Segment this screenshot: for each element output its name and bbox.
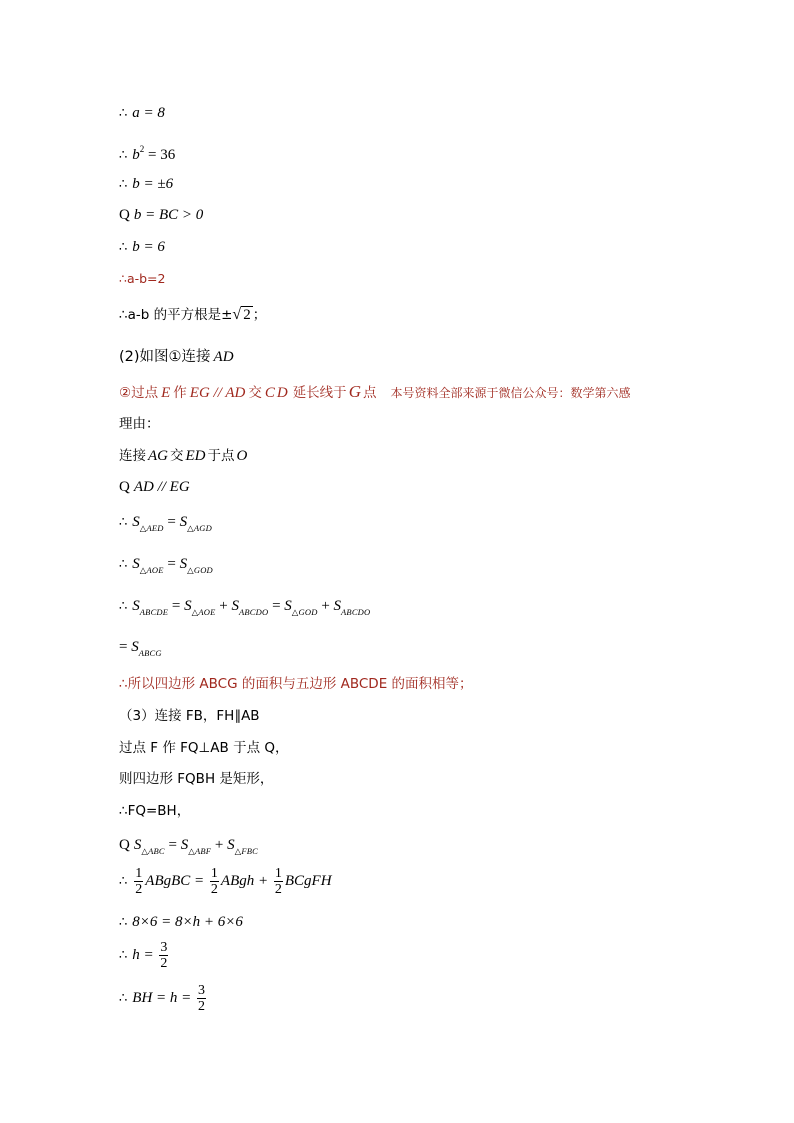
line-reason: 理由： <box>119 416 160 432</box>
point-E: E <box>161 385 171 401</box>
expression: BH = h = <box>132 989 196 1006</box>
area-symbol: S <box>227 837 235 853</box>
point-G: G <box>348 382 361 401</box>
because-symbol: Q <box>119 837 130 853</box>
equation: b = BC > 0 <box>133 207 204 223</box>
plus: + <box>317 598 334 614</box>
line-numeric-equation <box>119 913 243 932</box>
subscript: △AOE <box>139 565 164 575</box>
parallel-EG-AD: EG // AD <box>189 385 246 401</box>
equals: = <box>164 837 181 853</box>
fraction: $\frac{1}{2}$ <box>274 866 282 897</box>
line-h-value <box>119 940 170 971</box>
segment-AG: AG <box>148 448 168 464</box>
point-O: O <box>236 448 248 464</box>
subscript: △AOE <box>191 607 216 617</box>
therefore-symbol: ∴ <box>119 148 128 163</box>
area-symbol: S <box>180 837 189 853</box>
punct: ； <box>252 307 267 323</box>
line-half-products <box>119 866 332 897</box>
subscript: △ABC <box>141 846 165 856</box>
text: 作 <box>173 385 187 401</box>
therefore-symbol: ∴ <box>119 947 128 963</box>
line-rectangle: 则四边形 FQBH 是矩形， <box>119 771 274 787</box>
line-BH-value <box>119 983 208 1014</box>
fraction: $\frac{3}{2}$ <box>198 983 206 1014</box>
because-symbol: Q <box>119 207 130 223</box>
line-construction <box>119 383 630 402</box>
expression: h = <box>132 946 158 963</box>
plus: + <box>211 837 228 853</box>
line-area-ABC <box>119 836 258 860</box>
text: 交 <box>170 448 184 464</box>
line-a-minus-b: ∴a-b=2 <box>119 271 166 286</box>
line-construct-FQ: 过点 F 作 FQ⊥AB 于点 Q， <box>119 740 289 756</box>
equation-rest: = 36 <box>144 147 176 163</box>
area-symbol: S <box>133 837 142 853</box>
subscript: △ABF <box>188 846 212 856</box>
line-area-AOE-GOD <box>119 555 213 579</box>
equation: a = 8 <box>132 105 165 121</box>
therefore-symbol: ∴ <box>119 515 128 530</box>
line-area-sum <box>119 597 370 621</box>
sqrt-2: √ 2 <box>232 306 251 323</box>
text: (2)如图①连接 <box>119 349 211 365</box>
area-symbol: S <box>179 514 188 530</box>
plus: + <box>215 598 232 614</box>
equation: AD // EG <box>133 479 190 495</box>
line-square-root <box>119 306 266 324</box>
fraction: $\frac{1}{2}$ <box>135 866 143 897</box>
area-symbol: S <box>179 556 188 572</box>
area-symbol: S <box>132 514 140 530</box>
watermark-text: 本号资料全部来源于微信公众号：数学第六感 <box>390 386 631 400</box>
area-symbol: S <box>333 598 342 614</box>
equals: = <box>168 598 185 614</box>
therefore-symbol: ∴ <box>119 106 128 121</box>
text: 交 <box>248 385 262 401</box>
line-b-plus-minus-6 <box>119 175 173 194</box>
line-FQ-equals-BH: ∴FQ=BH， <box>119 803 191 819</box>
text: ②过点 <box>119 385 159 401</box>
equation: b = 6 <box>132 239 165 255</box>
line-part-2-heading <box>119 348 234 366</box>
line-area-ABCG <box>119 638 162 662</box>
subscript: ABCDE <box>139 607 169 617</box>
expression: BCgFH <box>284 872 332 889</box>
subscript: ABCG <box>138 648 162 658</box>
equals: = <box>268 598 285 614</box>
segment-CD: CD <box>264 385 290 401</box>
subscript: △AED <box>139 523 164 533</box>
line-b-positive <box>119 206 203 224</box>
equals: = <box>163 556 180 572</box>
line-AD-parallel-EG <box>119 478 190 496</box>
area-symbol: S <box>132 598 140 614</box>
subscript: ABCDO <box>341 607 371 617</box>
because-symbol: Q <box>119 479 130 495</box>
line-a-equals-8 <box>119 104 165 123</box>
text: 连接 <box>119 448 146 464</box>
line-area-AED-AGD <box>119 513 212 537</box>
subscript: ABCDO <box>238 607 269 617</box>
equation: b = ±6 <box>132 176 174 192</box>
line-b-squared <box>119 140 175 165</box>
area-symbol: S <box>131 639 139 655</box>
fraction: $\frac{3}{2}$ <box>160 940 168 971</box>
text: 点 <box>362 385 377 401</box>
therefore-symbol: ∴ <box>119 990 128 1006</box>
line-conclusion-2: ∴所以四边形 ABCG 的面积与五边形 ABCDE 的面积相等； <box>119 676 473 692</box>
area-symbol: S <box>284 598 292 614</box>
therefore-symbol: ∴ <box>119 240 128 255</box>
therefore-symbol: ∴ <box>119 599 128 614</box>
area-symbol: S <box>231 598 239 614</box>
text: 延长线于 <box>292 385 347 401</box>
therefore-symbol: ∴ <box>119 557 128 572</box>
expression: ABgh + <box>220 872 272 889</box>
equation: 8×6 = 8×h + 6×6 <box>132 914 243 930</box>
expression: ABgBC = <box>145 872 208 889</box>
subscript: △GOD <box>187 565 213 575</box>
subscript: △GOD <box>291 607 318 617</box>
radicand: 2 <box>243 307 251 323</box>
equals: = <box>119 639 132 655</box>
variable-b: b <box>132 147 140 163</box>
fraction: $\frac{1}{2}$ <box>210 866 218 897</box>
area-symbol: S <box>184 598 192 614</box>
exponent: 2 <box>139 144 145 154</box>
therefore-symbol: ∴ <box>119 177 128 192</box>
subscript: △FBC <box>234 846 258 856</box>
line-part-3-heading: （3）连接 FB，FH∥AB <box>119 708 260 724</box>
therefore-symbol: ∴ <box>119 915 128 930</box>
therefore-symbol: ∴ <box>119 873 128 889</box>
text: ∴a-b 的平方根是± <box>119 307 233 323</box>
subscript: △AGD <box>187 523 212 533</box>
line-connect-AG <box>119 447 247 465</box>
area-symbol: S <box>132 556 140 572</box>
equals: = <box>163 514 180 530</box>
line-b-equals-6 <box>119 238 165 257</box>
segment-AD: AD <box>213 349 234 365</box>
segment-ED: ED <box>185 448 206 464</box>
text: 于点 <box>207 448 235 464</box>
